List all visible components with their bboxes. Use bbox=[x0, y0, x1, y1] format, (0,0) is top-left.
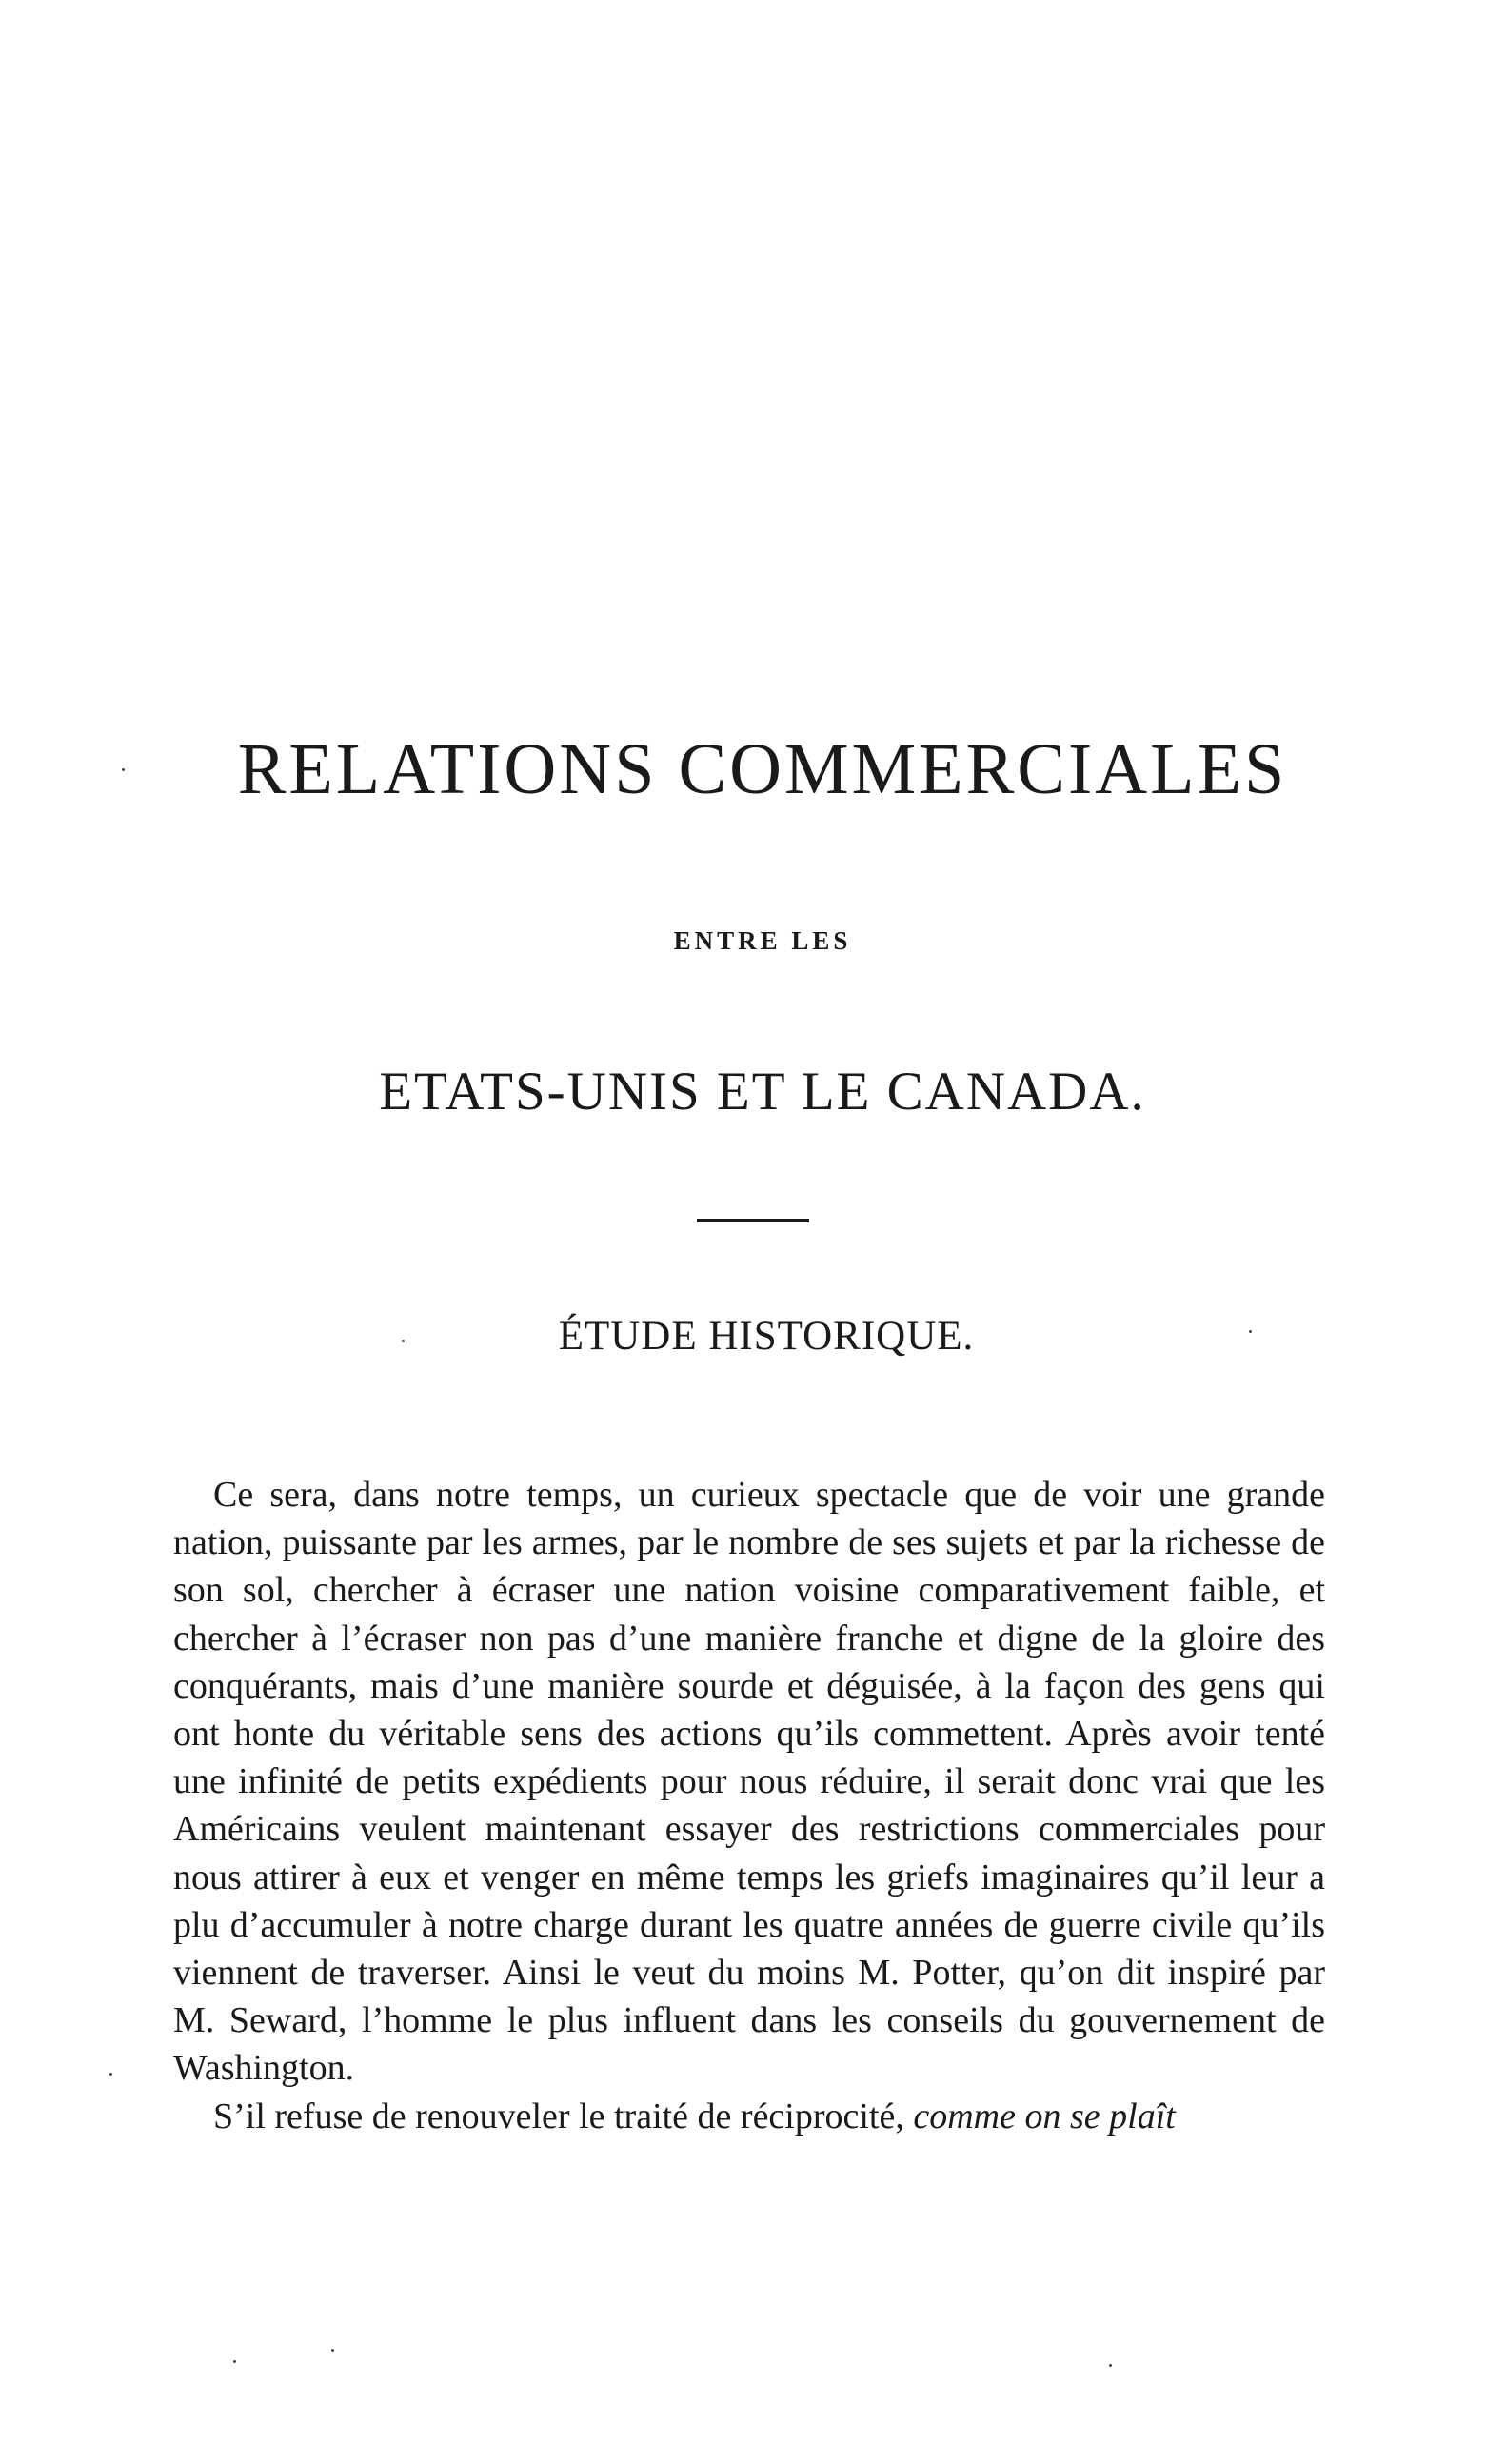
scan-speck bbox=[122, 768, 125, 771]
document-subtitle: ETATS-UNIS ET LE CANADA. bbox=[379, 1062, 1146, 1122]
section-heading: ÉTUDE HISTORIQUE. bbox=[558, 1314, 975, 1359]
paragraph-2-italic: comme on se plaît bbox=[913, 2096, 1176, 2136]
paragraph-2-text: S’il refuse de renouveler le traité de réciprocité, bbox=[213, 2096, 914, 2136]
paragraph-2 bbox=[173, 2093, 1325, 2140]
body-text bbox=[173, 1471, 1325, 2140]
scan-speck bbox=[331, 2349, 334, 2352]
scan-speck bbox=[109, 2073, 112, 2076]
section-divider bbox=[697, 1219, 809, 1222]
scan-speck bbox=[402, 1340, 405, 1342]
document-title: RELATIONS COMMERCIALES bbox=[237, 729, 1288, 809]
scan-speck bbox=[1109, 2364, 1112, 2367]
paragraph-1 bbox=[173, 1471, 1325, 2093]
scan-speck bbox=[1249, 1330, 1252, 1333]
scan-speck bbox=[233, 2360, 236, 2363]
paragraph-1-text: Ce sera, dans notre temps, un curieux spectacle que de voir une grande nation, puissante par les armes, par le nombre de ses sujets et par la richesse de son sol, chercher à écraser une nation voisine comparativement faible, et chercher à l’écraser non pas d’une manière franche et digne de la gloire des conquérants, mais d’une manière sourde et déguisée, à la façon des gens qui ont honte du véritable sens des actions qu’ils commettent. Après avoir tenté une infinité de petits expédients pour nous réduire, il serait donc vrai que les Américains veulent maintenant essayer des restrictions commerciales pour nous attirer à eux et venger en même temps les griefs imaginaires qu’il leur a plu d’accumuler à notre charge durant les quatre années de guerre civile qu’ils viennent de traverser. Ainsi le veut du moins M. Potter, qu’on dit inspiré par M. Seward, l’homme le plus influent dans les conseils du gouvernement de Washington. bbox=[173, 1475, 1325, 2089]
title-connector: ENTRE LES bbox=[673, 926, 852, 955]
